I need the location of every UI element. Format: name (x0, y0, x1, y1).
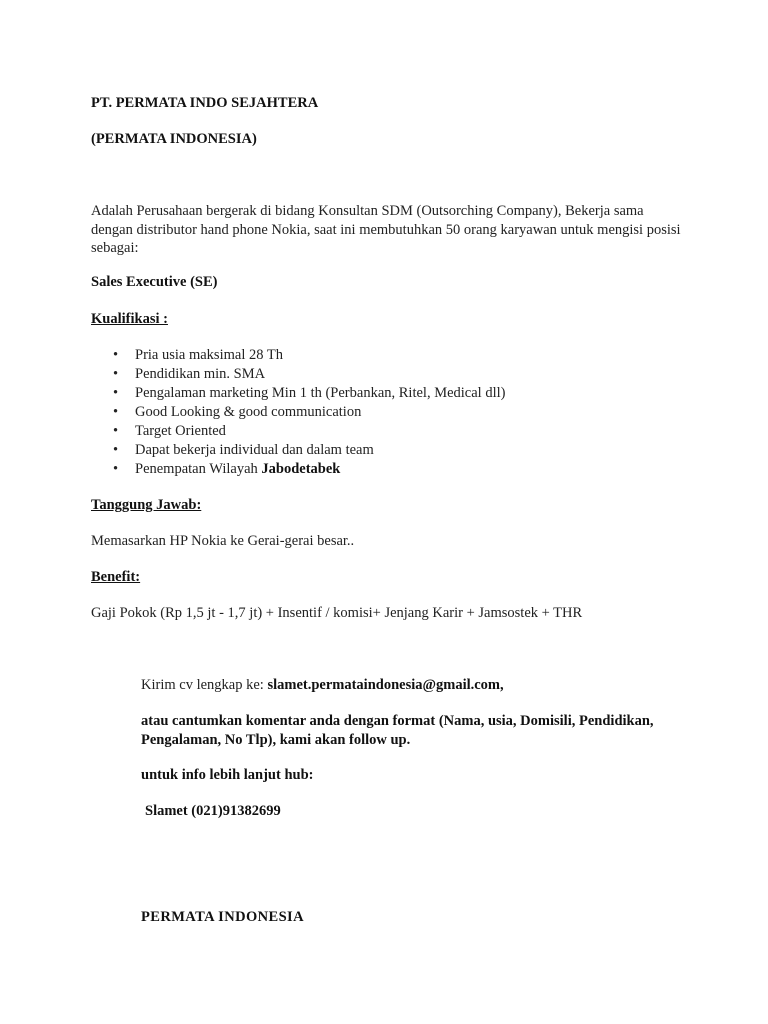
list-item: • Dapat bekerja individual dan dalam team (113, 442, 374, 458)
qualifications-list (91, 346, 505, 479)
bullet-icon: • (113, 347, 119, 363)
contact-person-phone: Slamet (021)91382699 (145, 803, 281, 819)
responsibility-heading: Tanggung Jawab: (91, 497, 202, 513)
list-item: • Good Looking & good communication (113, 404, 362, 420)
company-name: PT. PERMATA INDO SEJAHTERA (91, 95, 319, 111)
list-item: • Pendidikan min. SMA (113, 366, 266, 382)
bullet-icon: • (113, 442, 119, 458)
send-cv-label: Kirim cv lengkap ke: (141, 677, 268, 693)
send-cv-line (141, 676, 504, 694)
qualifications-heading: Kualifikasi : (91, 311, 168, 327)
bullet-icon: • (113, 423, 119, 439)
benefit-text: Gaji Pokok (Rp 1,5 jt - 1,7 jt) + Insentif / komisi+ Jenjang Karir + Jamsostek + THR (91, 605, 583, 621)
signature: PERMATA INDONESIA (141, 909, 304, 925)
list-item: • Penempatan Wilayah Jabodetabek (113, 461, 341, 477)
more-info-label: untuk info lebih lanjut hub: (141, 767, 314, 783)
intro-paragraph: Adalah Perusahaan bergerak di bidang Konsultan SDM (Outsorching Company), Bekerja sama dengan distributor hand phone Nokia, saat ini membutuhkan 50 orang karyawan untuk mengisi posisi sebagai: (91, 203, 681, 256)
bullet-icon: • (113, 404, 119, 420)
list-item: • Pengalaman marketing Min 1 th (Perbankan, Ritel, Medical dll) (113, 385, 506, 401)
benefit-heading: Benefit: (91, 569, 141, 585)
position-title: Sales Executive (SE) (91, 274, 218, 290)
bullet-icon: • (113, 366, 119, 382)
email-address: slamet.permataindonesia@gmail.com, (267, 677, 504, 693)
list-item: • Target Oriented (113, 423, 226, 439)
bullet-icon: • (113, 461, 119, 477)
location-emphasis: Jabodetabek (261, 461, 341, 477)
list-item: • Pria usia maksimal 28 Th (113, 347, 283, 363)
company-alias: (PERMATA INDONESIA) (91, 131, 257, 147)
responsibility-text: Memasarkan HP Nokia ke Gerai-gerai besar.. (91, 533, 355, 549)
comment-instruction: atau cantumkan komentar anda dengan format (Nama, usia, Domisili, Pendidikan, Pengalaman, No Tlp), kami akan follow up. (141, 713, 654, 748)
bullet-icon: • (113, 385, 119, 401)
